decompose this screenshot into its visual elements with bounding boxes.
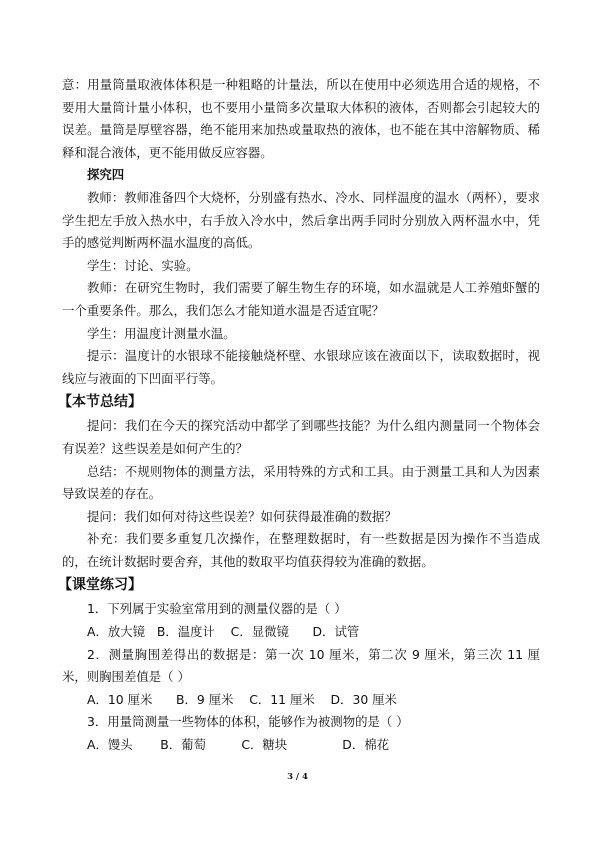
exercise-options-2: A．10 厘米 B．9 厘米 C．11 厘米 D．30 厘米	[87, 691, 397, 707]
paragraph-tip: 提示：温度计的水银球不能接触烧杯壁、水银球应该在液面以下，读取数据时，视线应与液面的下凹面平行等。	[62, 348, 540, 386]
paragraph-student-2: 学生：用温度计测量水温。	[87, 325, 236, 341]
paragraph-teacher-1: 教师：教师准备四个大烧杯，分别盛有热水、冷水、同样温度的温水（两杯），要求学生把左手放入热水中，右手放入冷水中，然后拿出两手同时分别放入两杯温水中，凭手的感觉判断两杯温水温度的高低。	[62, 189, 540, 251]
heading-tanjiu4: 探究四	[87, 167, 125, 183]
exercise-options-3: A．馒头 B．葡萄 C．糖块 D．棉花	[87, 737, 390, 753]
exercise-question-2: 2．测量胸围差得出的数据是：第一次 10 厘米，第二次 9 厘米，第三次 11 厘米，则胸围差值是（ ）	[62, 646, 540, 685]
heading-summary: 【本节总结】	[58, 394, 142, 411]
exercise-question-3: 3．用量筒测量一些物体的体积，能够作为被测物的是（ ）	[87, 714, 409, 730]
page-content	[58, 74, 540, 757]
paragraph-student-1: 学生：讨论、实验。	[87, 257, 199, 273]
paragraph-intro: 意：用量筒量取液体体积是一种粗略的计量法，所以在使用中必须选用合适的规格，不要用大量筒计量小体积，也不要用小量筒多次量取大体积的液体，否则都会引起较大的误差。量筒是厚壁容器，绝不能用来加热或量取热的液体，也不能在其中溶解物质、稀释和混合液体，更不能用做反应容器。	[62, 77, 540, 160]
paragraph-summary: 总结：不规则物体的测量方法，采用特殊的方式和工具。由于测量工具和人为因素导致误差的存在。	[62, 463, 540, 502]
paragraph-question-2: 提问：我们如何对待这些误差？如何获得最准确的数据？	[87, 508, 397, 524]
heading-practice: 【课堂练习】	[58, 577, 142, 594]
exercise-question-1: 1．下列属于实验室常用到的测量仪器的是（ ）	[87, 601, 347, 617]
page-number: 3 / 4	[287, 772, 308, 782]
paragraph-supplement: 补充：我们要多重复几次操作，在整理数据时，有一些数据是因为操作不当造成的，在统计数据时要舍弃，其他的数取平均值获得较为准确的数据。	[62, 531, 540, 569]
paragraph-question-1: 提问：我们在今天的探究活动中都学了到哪些技能？为什么组内测量同一个物体会有误差？这些误差是如何产生的？	[62, 418, 540, 456]
paragraph-teacher-2: 教师：在研究生物时，我们需要了解生物生存的环境，如水温就是人工养殖虾蟹的一个重要条件。那么，我们怎么才能知道水温是否适宜呢？	[62, 280, 540, 318]
exercise-options-1: A．放大镜 B．温度计 C．显微镜 D．试管	[87, 624, 360, 640]
